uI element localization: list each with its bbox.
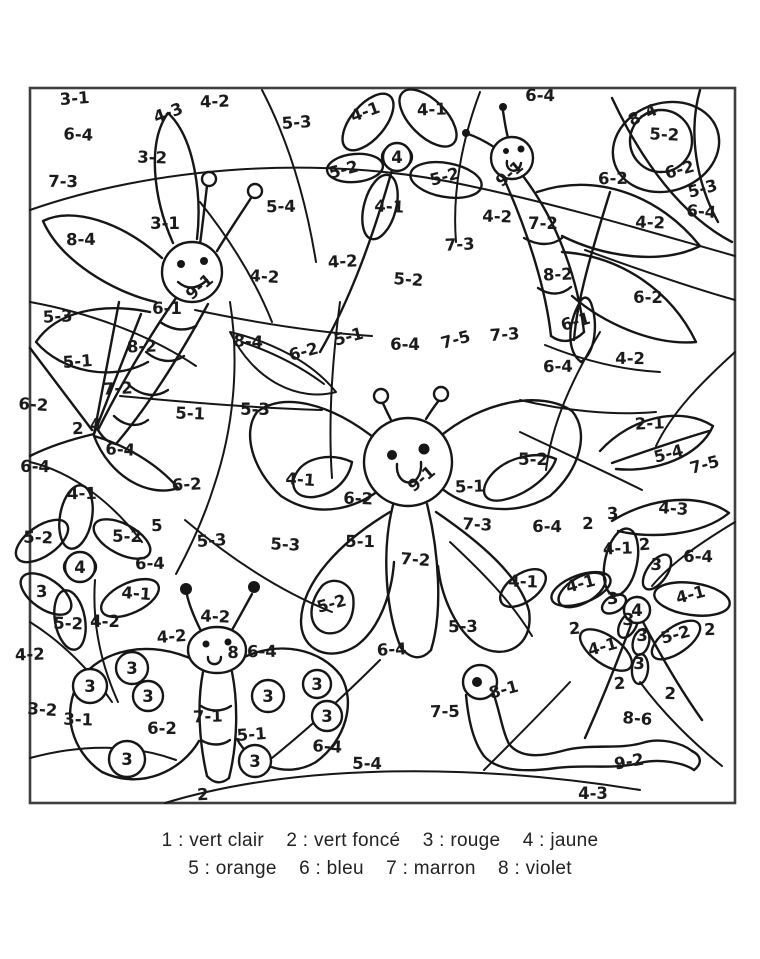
region-number: 6-2: [597, 168, 628, 189]
region-number: 8: [227, 642, 240, 663]
region-number: 6-2: [171, 474, 203, 495]
region-number: 6-2: [17, 393, 49, 416]
region-number: 4-1: [602, 538, 634, 559]
region-number: 5-3: [240, 400, 270, 419]
region-number: 4-2: [248, 265, 280, 288]
region-number: 5-3: [685, 175, 720, 202]
region-number: 3-1: [59, 87, 91, 110]
region-number: 7-3: [489, 323, 521, 346]
region-number: 2: [71, 418, 84, 439]
region-number: 5-1: [174, 403, 206, 424]
circled-number: 3: [142, 687, 154, 706]
antenna-tip: [374, 389, 388, 403]
region-number: 5-2: [22, 527, 54, 548]
region-number: 5-1: [236, 723, 268, 746]
region-number: 5-2: [52, 613, 84, 634]
region-number: 4-2: [90, 612, 120, 631]
eye: [387, 450, 397, 460]
eye: [419, 444, 430, 455]
circled-number: 3: [121, 750, 133, 769]
region-number: 4-3: [578, 784, 608, 803]
region-number: 7-2: [399, 548, 431, 571]
region-number: 5-2: [427, 163, 462, 190]
region-number: 5-4: [265, 196, 296, 217]
circled-number: 3: [84, 677, 96, 696]
region-number: 6-2: [286, 338, 321, 365]
region-number: 3-1: [62, 709, 94, 730]
region-number: 6-4: [134, 553, 165, 574]
antenna-dot: [472, 677, 482, 687]
region-number: 6-4: [62, 124, 94, 145]
region-number: 4-3: [150, 98, 186, 127]
region-number: 3: [606, 588, 619, 609]
circled-number: 3: [126, 659, 138, 678]
region-number: 2: [581, 513, 594, 534]
region-number: 7-5: [429, 701, 460, 722]
region-number: 5-1: [331, 323, 366, 350]
butterfly-head: [364, 418, 452, 506]
region-number: 4-1: [507, 571, 539, 592]
region-number: 9-2: [612, 749, 646, 774]
region-number: 4: [89, 414, 103, 435]
circled-number: 4: [631, 601, 643, 620]
region-number: 6-4: [390, 335, 420, 354]
circled-number: 3: [262, 687, 274, 706]
region-number: 8-6: [621, 707, 653, 730]
region-number: 5-3: [447, 616, 478, 637]
region-number: 4-1: [563, 570, 598, 597]
region-number: 9-1: [491, 156, 527, 191]
antenna-tip: [434, 387, 448, 401]
region-number: 2: [703, 619, 716, 640]
eye: [503, 148, 509, 154]
circled-number: 3: [311, 675, 323, 694]
region-number: 7-1: [192, 706, 224, 727]
antenna-dot: [462, 129, 470, 137]
region-number: 5-2: [518, 450, 548, 469]
region-number: 5-1: [345, 531, 376, 552]
legend-line-2: 5 : orange 6 : bleu 7 : marron 8 : violet: [188, 858, 572, 879]
region-number: 5-2: [326, 156, 361, 183]
region-number: 8-2: [542, 264, 574, 285]
eye: [518, 146, 525, 153]
region-number: 5-3: [281, 111, 313, 134]
region-number: 6-2: [633, 288, 663, 307]
region-number: 2: [613, 673, 627, 694]
region-number: 7-3: [48, 171, 79, 192]
region-number: 3-1: [150, 214, 180, 233]
antenna-tip: [248, 184, 262, 198]
region-number: 2: [196, 784, 209, 805]
region-number: 8-2: [126, 336, 158, 357]
region-number: 7-2: [528, 214, 558, 233]
region-number: 5-4: [651, 440, 686, 467]
antenna-tip: [202, 172, 216, 186]
region-number: 6-2: [342, 488, 374, 509]
region-number: 6-2: [147, 719, 177, 738]
region-number: 4-1: [585, 633, 620, 660]
circled-number: 3: [249, 752, 261, 771]
region-number: 4-2: [615, 348, 646, 369]
region-number: 4-1: [284, 468, 316, 491]
region-number: 3-2: [136, 147, 168, 168]
region-number: 2: [568, 618, 582, 639]
region-number: 6-4: [20, 456, 51, 477]
region-number: 7-5: [438, 326, 473, 353]
region-number: 3: [621, 609, 635, 630]
region-number: 8-4: [232, 331, 264, 352]
circled-number: 3: [321, 707, 333, 726]
region-number: 3: [633, 653, 646, 674]
region-number: 6-4: [311, 736, 343, 757]
region-number: 6-4: [246, 641, 277, 662]
region-number: 4-1: [347, 97, 383, 126]
region-number: 6-4: [542, 356, 573, 377]
region-number: 6-4: [525, 85, 556, 106]
region-number: 5-3: [42, 306, 74, 327]
circled-number: 4: [74, 558, 86, 577]
region-number: 5-2: [112, 527, 142, 546]
region-number: 6-4: [683, 546, 714, 567]
region-number: 4-2: [199, 91, 231, 112]
region-number: 5-3: [269, 534, 301, 555]
region-number: 6-2: [662, 156, 697, 183]
region-number: 8-4: [65, 229, 96, 250]
region-number: 4-1: [66, 483, 97, 504]
region-number: 4-2: [327, 251, 359, 272]
region-number: 4-3: [657, 497, 689, 520]
region-number: 6-1: [558, 308, 593, 335]
region-number: 5-2: [648, 124, 680, 145]
region-number: 3: [606, 503, 619, 524]
region-number: 6-4: [685, 200, 717, 223]
region-number: 5-2: [392, 268, 424, 291]
antenna-dot: [499, 103, 507, 111]
region-number: 8-1: [486, 676, 521, 703]
region-number: 2: [638, 534, 652, 555]
region-number: 3-2: [26, 698, 58, 721]
eye: [200, 257, 208, 265]
region-number: 4-2: [634, 212, 666, 233]
region-number: 5-1: [454, 476, 486, 497]
region-number: 4-2: [156, 625, 188, 648]
region-number: 6-4: [376, 639, 408, 660]
circled-number: 4: [391, 148, 403, 167]
region-number: 5-3: [196, 529, 228, 552]
region-number: 5-1: [62, 350, 94, 373]
region-number: 3: [650, 554, 663, 575]
region-number: 4-1: [373, 196, 405, 217]
region-number: 6-4: [532, 516, 563, 537]
region-number: 7-3: [461, 514, 493, 535]
legend-line-1: 1 : vert clair 2 : vert foncé 3 : rouge 4 : jaune: [161, 830, 599, 851]
region-number: 5-2: [658, 621, 693, 648]
region-number: 2: [664, 683, 677, 704]
region-number: 2-1: [634, 413, 666, 434]
region-number: 7-2: [102, 378, 134, 399]
region-number: 4-1: [673, 581, 708, 608]
region-number: 7-5: [687, 451, 722, 478]
region-number: 7-3: [444, 234, 476, 255]
antenna-dot: [180, 583, 192, 595]
region-number: 4-2: [481, 206, 513, 227]
eye: [203, 641, 210, 648]
region-number: 4-1: [120, 582, 152, 605]
region-number: 5-4: [352, 753, 383, 774]
region-number: 3: [636, 625, 649, 646]
region-number: 9-1: [181, 269, 217, 304]
region-number: 6-4: [104, 439, 136, 460]
region-number: 4-1: [416, 99, 448, 120]
eye: [177, 260, 185, 268]
region-number: 6-1: [152, 299, 182, 318]
region-number: 5: [150, 515, 163, 536]
region-number: 3: [35, 581, 48, 602]
region-number: 4-2: [199, 606, 231, 627]
region-number: 8-4: [625, 100, 661, 130]
region-number: 5-2: [314, 590, 349, 617]
antenna-dot: [248, 581, 260, 593]
region-number: 4-2: [14, 644, 46, 665]
region-number: 9-1: [403, 461, 439, 496]
